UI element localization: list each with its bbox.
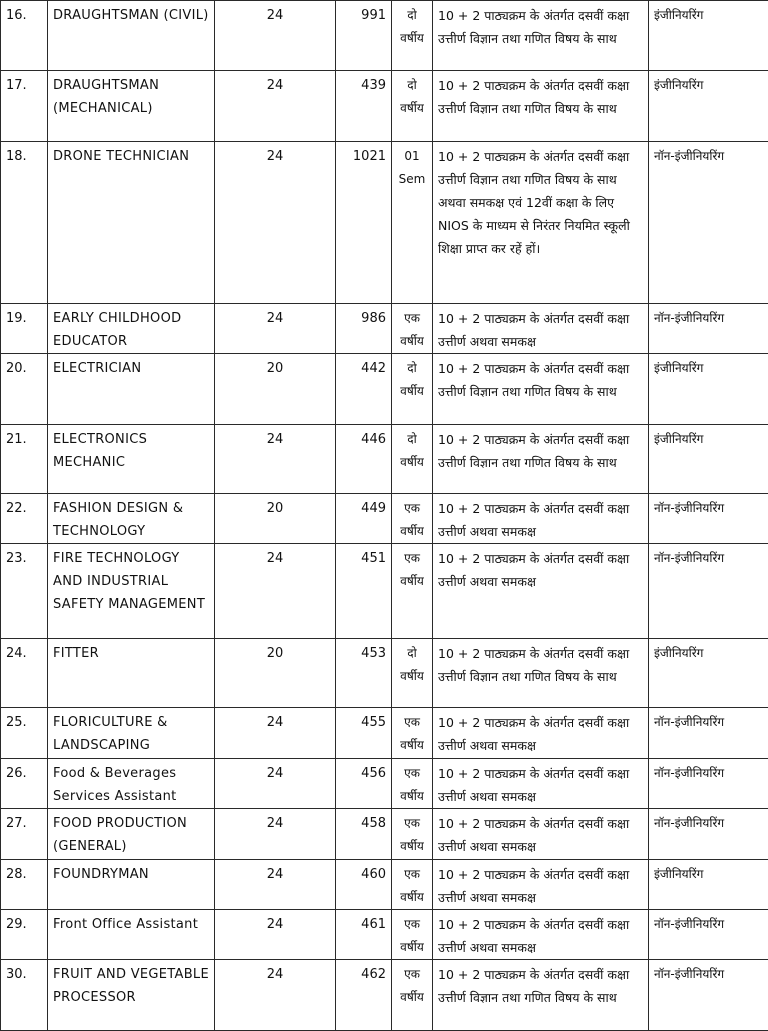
age-limit: 24 [215, 142, 336, 304]
category: इंजीनियरिंग [649, 639, 768, 708]
age-limit: 24 [215, 759, 336, 809]
qualification: 10 + 2 पाठ्यक्रम के अंतर्गत दसवीं कक्षा उत्तीर्ण अथवा समकक्ष [433, 759, 649, 809]
serial-number: 27. [1, 809, 48, 860]
qualification: 10 + 2 पाठ्यक्रम के अंतर्गत दसवीं कक्षा उत्तीर्ण अथवा समकक्ष [433, 544, 649, 639]
category: इंजीनियरिंग [649, 1, 768, 71]
age-limit: 24 [215, 544, 336, 639]
table-row [1, 639, 768, 708]
trade-code: 446 [336, 425, 392, 494]
duration: एक वर्षीय [392, 544, 433, 639]
table-row [1, 71, 768, 142]
duration: एक वर्षीय [392, 960, 433, 1031]
category: इंजीनियरिंग [649, 425, 768, 494]
trade-code: 461 [336, 910, 392, 960]
category: इंजीनियरिंग [649, 860, 768, 910]
duration: एक वर्षीय [392, 304, 433, 354]
serial-number: 23. [1, 544, 48, 639]
age-limit: 24 [215, 425, 336, 494]
serial-number: 17. [1, 71, 48, 142]
duration: एक वर्षीय [392, 860, 433, 910]
trade-code: 451 [336, 544, 392, 639]
category: नॉन-इंजीनियरिंग [649, 960, 768, 1031]
trade-name: Front Office Assistant [48, 910, 215, 960]
age-limit: 20 [215, 639, 336, 708]
age-limit: 20 [215, 354, 336, 425]
category: नॉन-इंजीनियरिंग [649, 142, 768, 304]
duration: दो वर्षीय [392, 354, 433, 425]
qualification: 10 + 2 पाठ्यक्रम के अंतर्गत दसवीं कक्षा उत्तीर्ण अथवा समकक्ष [433, 910, 649, 960]
qualification: 10 + 2 पाठ्यक्रम के अंतर्गत दसवीं कक्षा उत्तीर्ण विज्ञान तथा गणित विषय के साथ [433, 71, 649, 142]
category: नॉन-इंजीनियरिंग [649, 494, 768, 544]
category: नॉन-इंजीनियरिंग [649, 910, 768, 960]
duration: एक वर्षीय [392, 708, 433, 759]
trade-name: ELECTRONICS MECHANIC [48, 425, 215, 494]
table-row [1, 142, 768, 304]
trade-name: FRUIT AND VEGETABLE PROCESSOR [48, 960, 215, 1031]
trade-name: Food & Beverages Services Assistant [48, 759, 215, 809]
serial-number: 20. [1, 354, 48, 425]
serial-number: 24. [1, 639, 48, 708]
serial-number: 22. [1, 494, 48, 544]
serial-number: 26. [1, 759, 48, 809]
trade-name: FIRE TECHNOLOGY AND INDUSTRIAL SAFETY MANAGEMENT [48, 544, 215, 639]
duration: एक वर्षीय [392, 809, 433, 860]
trade-name: DRAUGHTSMAN (MECHANICAL) [48, 71, 215, 142]
age-limit: 24 [215, 1, 336, 71]
serial-number: 16. [1, 1, 48, 71]
trade-name: DRONE TECHNICIAN [48, 142, 215, 304]
trade-code: 462 [336, 960, 392, 1031]
trade-name: ELECTRICIAN [48, 354, 215, 425]
age-limit: 24 [215, 860, 336, 910]
age-limit: 24 [215, 910, 336, 960]
trade-code: 991 [336, 1, 392, 71]
trade-code: 455 [336, 708, 392, 759]
age-limit: 20 [215, 494, 336, 544]
qualification: 10 + 2 पाठ्यक्रम के अंतर्गत दसवीं कक्षा उत्तीर्ण अथवा समकक्ष [433, 494, 649, 544]
category: नॉन-इंजीनियरिंग [649, 759, 768, 809]
age-limit: 24 [215, 708, 336, 759]
table-row [1, 759, 768, 809]
duration: एक वर्षीय [392, 910, 433, 960]
trade-name: FASHION DESIGN & TECHNOLOGY [48, 494, 215, 544]
serial-number: 19. [1, 304, 48, 354]
trade-name: FOUNDRYMAN [48, 860, 215, 910]
qualification: 10 + 2 पाठ्यक्रम के अंतर्गत दसवीं कक्षा उत्तीर्ण अथवा समकक्ष [433, 809, 649, 860]
trade-name: FLORICULTURE & LANDSCAPING [48, 708, 215, 759]
age-limit: 24 [215, 809, 336, 860]
trade-name: FITTER [48, 639, 215, 708]
duration: दो वर्षीय [392, 425, 433, 494]
table-row [1, 354, 768, 425]
table-row [1, 809, 768, 860]
category: नॉन-इंजीनियरिंग [649, 809, 768, 860]
duration: दो वर्षीय [392, 639, 433, 708]
table-row [1, 910, 768, 960]
category: इंजीनियरिंग [649, 354, 768, 425]
trade-code: 442 [336, 354, 392, 425]
duration: 01 Sem [392, 142, 433, 304]
trade-code: 1021 [336, 142, 392, 304]
duration: दो वर्षीय [392, 71, 433, 142]
table-row [1, 708, 768, 759]
table-row [1, 304, 768, 354]
category: इंजीनियरिंग [649, 71, 768, 142]
serial-number: 25. [1, 708, 48, 759]
serial-number: 30. [1, 960, 48, 1031]
trade-code: 460 [336, 860, 392, 910]
duration: एक वर्षीय [392, 759, 433, 809]
table-row [1, 860, 768, 910]
age-limit: 24 [215, 304, 336, 354]
qualification: 10 + 2 पाठ्यक्रम के अंतर्गत दसवीं कक्षा उत्तीर्ण अथवा समकक्ष [433, 860, 649, 910]
table-row [1, 1, 768, 71]
category: नॉन-इंजीनियरिंग [649, 304, 768, 354]
trade-code: 458 [336, 809, 392, 860]
qualification: 10 + 2 पाठ्यक्रम के अंतर्गत दसवीं कक्षा उत्तीर्ण विज्ञान तथा गणित विषय के साथ [433, 354, 649, 425]
trade-code: 986 [336, 304, 392, 354]
qualification: 10 + 2 पाठ्यक्रम के अंतर्गत दसवीं कक्षा उत्तीर्ण अथवा समकक्ष [433, 304, 649, 354]
category: नॉन-इंजीनियरिंग [649, 544, 768, 639]
age-limit: 24 [215, 960, 336, 1031]
table-row [1, 425, 768, 494]
trade-name: FOOD PRODUCTION (GENERAL) [48, 809, 215, 860]
qualification: 10 + 2 पाठ्यक्रम के अंतर्गत दसवीं कक्षा उत्तीर्ण अथवा समकक्ष [433, 708, 649, 759]
qualification: 10 + 2 पाठ्यक्रम के अंतर्गत दसवीं कक्षा उत्तीर्ण विज्ञान तथा गणित विषय के साथ [433, 425, 649, 494]
trade-code: 439 [336, 71, 392, 142]
trade-code: 449 [336, 494, 392, 544]
category: नॉन-इंजीनियरिंग [649, 708, 768, 759]
qualification: 10 + 2 पाठ्यक्रम के अंतर्गत दसवीं कक्षा उत्तीर्ण विज्ञान तथा गणित विषय के साथ [433, 960, 649, 1031]
qualification: 10 + 2 पाठ्यक्रम के अंतर्गत दसवीं कक्षा उत्तीर्ण विज्ञान तथा गणित विषय के साथ [433, 1, 649, 71]
trade-code: 453 [336, 639, 392, 708]
age-limit: 24 [215, 71, 336, 142]
qualification: 10 + 2 पाठ्यक्रम के अंतर्गत दसवीं कक्षा उत्तीर्ण विज्ञान तथा गणित विषय के साथ [433, 639, 649, 708]
trade-name: DRAUGHTSMAN (CIVIL) [48, 1, 215, 71]
duration: एक वर्षीय [392, 494, 433, 544]
table-row [1, 960, 768, 1031]
serial-number: 18. [1, 142, 48, 304]
duration: दो वर्षीय [392, 1, 433, 71]
serial-number: 29. [1, 910, 48, 960]
table-row [1, 544, 768, 639]
trade-name: EARLY CHILDHOOD EDUCATOR [48, 304, 215, 354]
serial-number: 21. [1, 425, 48, 494]
qualification: 10 + 2 पाठ्यक्रम के अंतर्गत दसवीं कक्षा उत्तीर्ण विज्ञान तथा गणित विषय के साथ अथवा समकक्ष एवं 12वीं कक्षा के लिए NIOS के माध्यम से निरंतर नियमित स्कूली शिक्षा प्राप्त कर रहें हों। [433, 142, 649, 304]
serial-number: 28. [1, 860, 48, 910]
table-row [1, 494, 768, 544]
trade-code: 456 [336, 759, 392, 809]
